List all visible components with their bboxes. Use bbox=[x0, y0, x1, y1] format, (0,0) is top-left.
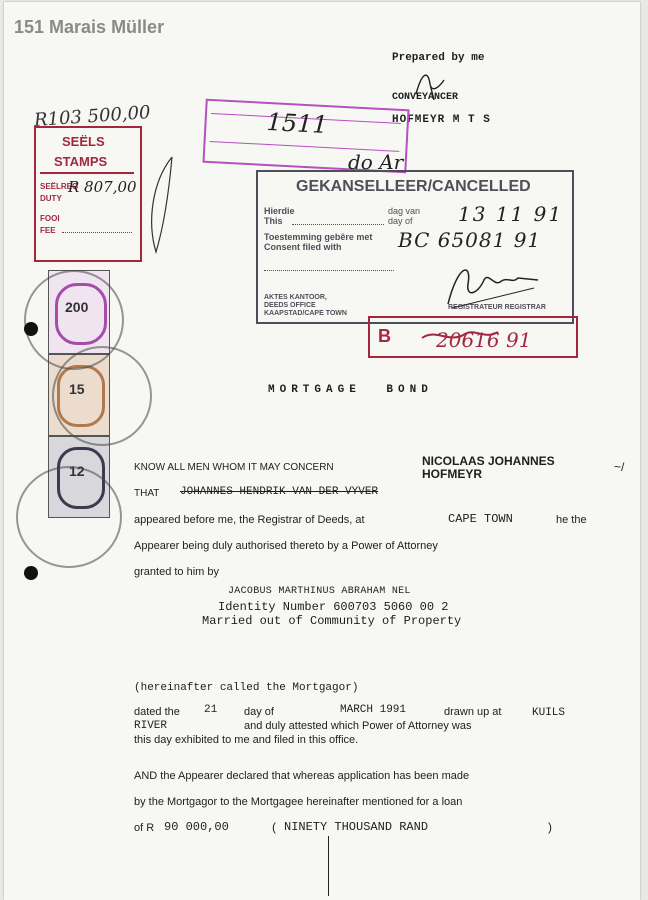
mortgagor-name-line1: NICOLAAS JOHANNES bbox=[422, 454, 555, 468]
grantor-marital: Married out of Community of Property bbox=[202, 614, 462, 628]
duty-stamp-divider bbox=[40, 172, 134, 174]
revenue-stamp-3-value: 12 bbox=[69, 463, 85, 479]
cancelled-stamp bbox=[256, 170, 574, 324]
b-stamp-scribble bbox=[420, 326, 500, 346]
cancelled-hierdie: Hierdie bbox=[264, 206, 295, 216]
margin-mark: ~/ bbox=[614, 460, 625, 474]
revenue-stamp-1-value: 200 bbox=[65, 299, 89, 315]
preparer-line3: HOFMEYR M T S bbox=[392, 114, 491, 126]
appearer-line: Appearer being duly authorised thereto by a Power of Attorney bbox=[134, 540, 438, 552]
appeared-place: CAPE TOWN bbox=[448, 512, 513, 526]
loan-line: by the Mortgagor to the Mortgagee hereinafter mentioned for a loan bbox=[134, 796, 463, 808]
hereinafter-line: (hereinafter called the Mortgagor) bbox=[134, 682, 359, 694]
deeds-office-3: KAAPSTAD/CAPE TOWN bbox=[264, 310, 347, 317]
cancelled-toestemming: Toestemming gebêre met bbox=[264, 232, 373, 242]
revenue-stamp-2-value: 15 bbox=[69, 381, 85, 397]
document-page bbox=[4, 2, 640, 900]
handwritten-amount: R103 500,00 bbox=[33, 101, 152, 132]
loan-amount: 90 000,00 bbox=[164, 820, 229, 834]
fee-line bbox=[62, 232, 132, 233]
that-label: THAT bbox=[134, 488, 160, 499]
registrar-signature bbox=[438, 254, 548, 314]
b-stamp-number: 20616 91 bbox=[436, 328, 532, 352]
know-all-men: KNOW ALL MEN WHOM IT MAY CONCERN bbox=[134, 462, 334, 473]
cancelled-dag-van: dag van bbox=[388, 206, 421, 216]
loan-words: NINETY THOUSAND RAND bbox=[284, 820, 429, 834]
day-of: day of bbox=[244, 706, 274, 718]
pen-stroke bbox=[142, 152, 182, 262]
file-number: 151 Marais Müller bbox=[14, 17, 165, 37]
punch-hole-top bbox=[24, 322, 38, 336]
cancelled-registrar: REGISTRATEUR REGISTRAR bbox=[448, 304, 546, 311]
cancelled-consent: Consent filed with bbox=[264, 242, 342, 252]
of-r: of R bbox=[134, 822, 155, 834]
drawn-place-2: RIVER bbox=[134, 720, 168, 732]
deeds-office-2: DEEDS OFFICE bbox=[264, 302, 316, 309]
duty-paid-value: R 807,00 bbox=[68, 178, 137, 196]
cancellation-circle-2 bbox=[52, 346, 152, 446]
appeared-line: appeared before me, the Registrar of Deeds, at bbox=[134, 514, 365, 526]
preparer-line2: CONVEYANCER bbox=[392, 92, 459, 103]
cancelled-this: This bbox=[264, 216, 283, 226]
duty-stamp-title2: STAMPS bbox=[54, 154, 108, 169]
he-the: he the bbox=[556, 514, 587, 526]
document-heading: MORTGAGE BOND bbox=[268, 384, 433, 396]
granted-line: granted to him by bbox=[134, 566, 219, 578]
duty-stamp-title1: SEËLS bbox=[62, 134, 105, 149]
duty-paid-label2: DUTY bbox=[40, 194, 62, 203]
cancellation-circle-3 bbox=[16, 466, 122, 568]
exhibited-line: this day exhibited to me and filed in this office. bbox=[134, 734, 359, 746]
magenta-stamp-mark: 1511 bbox=[265, 107, 329, 140]
month-year: MARCH 1991 bbox=[340, 704, 407, 716]
cancelled-day-of: day of bbox=[388, 216, 413, 226]
close-paren: ) bbox=[548, 820, 552, 834]
struck-name: JOHANNES HENDRIK VAN DER VYVER bbox=[180, 486, 379, 498]
application-line: AND the Appearer declared that whereas application has been made bbox=[134, 770, 470, 782]
dated-the: dated the bbox=[134, 706, 180, 718]
drawn-place-1: KUILS bbox=[532, 707, 566, 719]
cancelled-title: GEKANSELLEER/CANCELLED bbox=[296, 178, 531, 195]
b-stamp bbox=[368, 316, 578, 358]
grantor-id: Identity Number 600703 5060 00 2 bbox=[218, 600, 449, 614]
vertical-rule bbox=[328, 836, 329, 896]
fee-label2: FEE bbox=[40, 226, 56, 235]
cancelled-date: 13 11 91 bbox=[458, 202, 564, 226]
b-stamp-letter: B bbox=[378, 326, 391, 346]
grantor-name: JACOBUS MARTHINUS ABRAHAM NEL bbox=[228, 586, 411, 597]
dated-day: 21 bbox=[204, 704, 218, 716]
mortgagor-name-line2: HOFMEYR bbox=[422, 467, 482, 481]
fee-label1: FOOI bbox=[40, 214, 60, 223]
deeds-office-1: AKTES KANTOOR, bbox=[264, 294, 327, 301]
punch-hole-bottom bbox=[24, 566, 38, 580]
drawn-up-at: drawn up at bbox=[444, 706, 502, 718]
preparer-line1: Prepared by me bbox=[392, 52, 485, 64]
attested-line: and duly attested which Power of Attorney was bbox=[244, 720, 472, 732]
cancelled-ref: BC 65081 91 bbox=[398, 228, 542, 252]
duty-stamp bbox=[34, 126, 142, 262]
handwritten-initials: do Ar bbox=[348, 150, 404, 174]
duty-paid-label1: SEËLREG bbox=[40, 182, 79, 191]
open-paren: ( bbox=[272, 820, 276, 834]
